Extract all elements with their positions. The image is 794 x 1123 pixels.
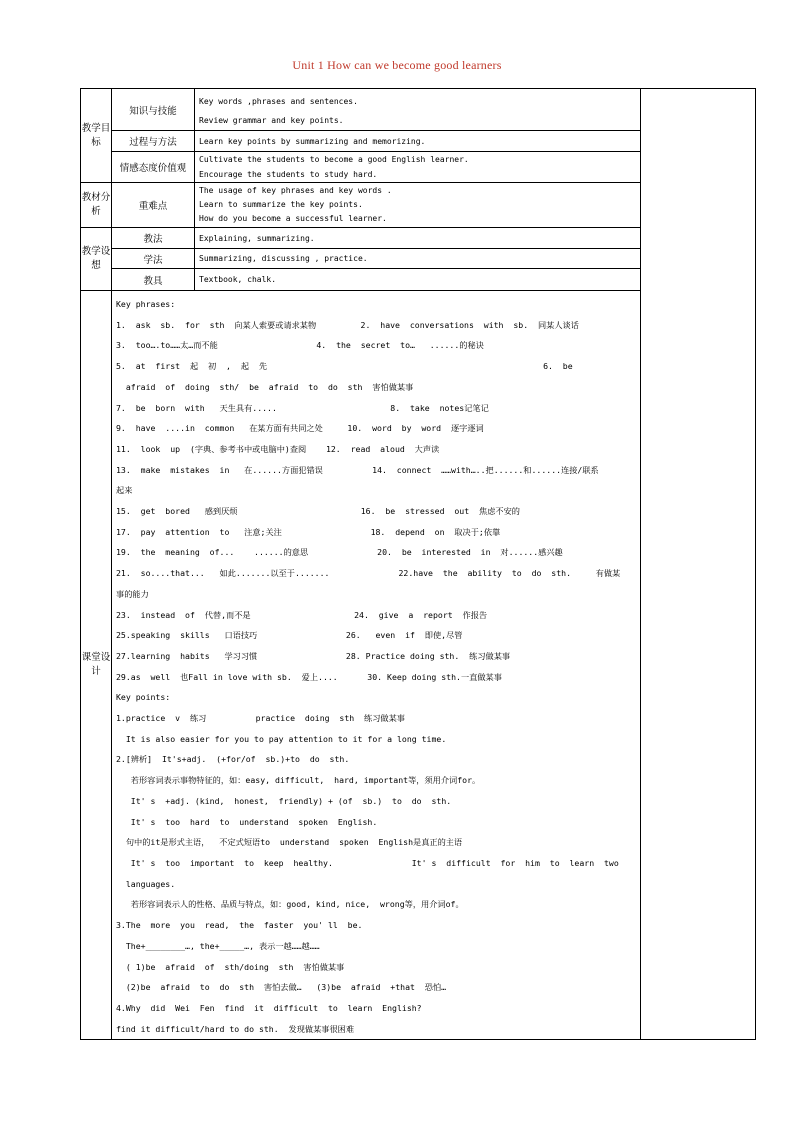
content-line: Cultivate the students to become a good English learner. bbox=[199, 155, 469, 164]
design-line: 23. instead of 代替,而不是 24. give a report 作报告 bbox=[116, 609, 488, 620]
design-line: (2)be afraid to do sth 害怕去做… (3)be afraid +that 恐怕… bbox=[116, 982, 447, 993]
design-line: Key points: bbox=[116, 692, 171, 703]
content-line: The usage of key phrases and key words . bbox=[199, 186, 392, 195]
design-line: 27.learning habits 学习习惯 28. Practice doing sth. 练习做某事 bbox=[116, 650, 511, 661]
design-line: 起来 bbox=[116, 485, 133, 496]
design-line: ( 1)be afraid of sth/doing sth 害怕做某事 bbox=[116, 961, 345, 972]
content-aids: Textbook, chalk. bbox=[195, 269, 641, 291]
content-learning: Summarizing, discussing , practice. bbox=[195, 249, 641, 269]
sub-label-teaching: 教法 bbox=[112, 228, 195, 249]
content-line: Review grammar and key points. bbox=[199, 115, 344, 125]
content-knowledge bbox=[195, 89, 641, 131]
design-line: It' s too hard to understand spoken English. bbox=[116, 816, 378, 827]
content-process bbox=[195, 131, 641, 152]
design-content bbox=[112, 291, 641, 1040]
design-line: Key phrases: bbox=[116, 299, 176, 309]
section-label-design: 课堂设计 bbox=[81, 291, 112, 1040]
design-line: 7. be born with 天生具有..... 8. take notes记笔记 bbox=[116, 402, 489, 413]
sub-label-knowledge: 知识与技能 bbox=[112, 89, 195, 131]
design-line: 21. so....that... 如此.......以至于....... 22.have the ability to do sth. 有做某 bbox=[116, 568, 621, 579]
notes-column bbox=[641, 89, 756, 1040]
document-title: Unit 1 How can we become good learners bbox=[292, 58, 502, 72]
design-line: 13. make mistakes in 在......方面犯错误 14. connect ……with…..把......和......连接/联系 bbox=[116, 464, 599, 475]
design-line: 若形容词表示人的性格、品质与特点，如：good, kind, nice, wrong等，用介词of。 bbox=[116, 899, 464, 910]
design-line: It' s +adj. (kind, honest, friendly) + (of sb.) to do sth. bbox=[116, 795, 452, 806]
design-line: 25.speaking skills 口语技巧 26. even if 即使,尽管 bbox=[116, 630, 463, 641]
sub-label-learning: 学法 bbox=[112, 249, 195, 269]
design-line: 1. ask sb. for sth 向某人索要或请求某物 2. have conversations with sb. 同某人谈话 bbox=[116, 319, 579, 330]
lesson-plan-table bbox=[80, 88, 756, 1040]
design-line: 5. at first 起 初 , 起 先 6. be bbox=[116, 361, 573, 372]
sub-label-keypoints: 重难点 bbox=[112, 183, 195, 228]
sub-label-attitude: 情感态度价值观 bbox=[112, 152, 195, 183]
design-line: It' s too important to keep healthy. It' s difficult for him to learn two bbox=[116, 857, 619, 868]
design-line: 3.The more you read, the faster you' ll be. bbox=[116, 920, 363, 931]
content-attitude bbox=[195, 152, 641, 183]
content-line: Learn to summarize the key points. bbox=[199, 200, 363, 209]
design-line: 若形容词表示事物特征的，如：easy, difficult, hard, important等，须用介词for。 bbox=[116, 775, 481, 786]
design-line: The+________…, the+_____…, 表示一越……越…… bbox=[116, 940, 320, 951]
design-line: 29.as well 也Fall in love with sb. 爱上.... 30. Keep doing sth.一直做某事 bbox=[116, 671, 502, 682]
content-line: Encourage the students to study hard. bbox=[199, 170, 378, 179]
content-teaching: Explaining, summarizing. bbox=[195, 228, 641, 249]
design-line: 4.Why did Wei Fen find it difficult to learn English? bbox=[116, 1002, 422, 1013]
design-line: It is also easier for you to pay attention to it for a long time. bbox=[116, 733, 447, 744]
section-label-analysis: 教材分析 bbox=[81, 183, 112, 228]
sub-label-process: 过程与方法 bbox=[112, 131, 195, 152]
design-line: 2.[辨析] It's+adj. (+for/of sb.)+to do sth. bbox=[116, 754, 350, 765]
design-line: languages. bbox=[116, 878, 176, 889]
design-line: 9. have ....in common 在某方面有共同之处 10. word by word 逐字逐词 bbox=[116, 423, 484, 434]
content-line: How do you become a successful learner. bbox=[199, 214, 387, 223]
section-label-goals: 教学目标 bbox=[81, 89, 112, 183]
design-line: afraid of doing sth/ be afraid to do sth 害怕做某事 bbox=[116, 381, 414, 392]
design-line: 句中的it是形式主语， 不定式短语to understand spoken English是真正的主语 bbox=[116, 837, 463, 848]
content-line: Key words ,phrases and sentences. bbox=[199, 96, 358, 106]
sub-label-aids: 教具 bbox=[112, 269, 195, 291]
design-line: 3. too….to……太…而不能 4. the secret to… ......的秘诀 bbox=[116, 340, 484, 351]
design-line: 15. get bored 感到厌烦 16. be stressed out 焦虑不安的 bbox=[116, 506, 520, 517]
design-line: find it difficult/hard to do sth. 发现做某事很困难 bbox=[116, 1023, 355, 1034]
design-line: 11. look up (字典、参考书中或电脑中)查阅 12. read aloud 大声读 bbox=[116, 443, 440, 454]
design-line: 17. pay attention to 注意;关注 18. depend on 取决于;依靠 bbox=[116, 526, 501, 537]
design-line: 19. the meaning of... ......的意思 20. be interested in 对......感兴趣 bbox=[116, 547, 563, 558]
content-keypoints bbox=[195, 183, 641, 228]
section-label-method: 教学设想 bbox=[81, 228, 112, 291]
content-line: Learn key points by summarizing and memorizing. bbox=[199, 136, 426, 146]
design-line: 事的能力 bbox=[116, 588, 149, 599]
design-line: 1.practice v 练习 practice doing sth 练习做某事 bbox=[116, 713, 405, 724]
